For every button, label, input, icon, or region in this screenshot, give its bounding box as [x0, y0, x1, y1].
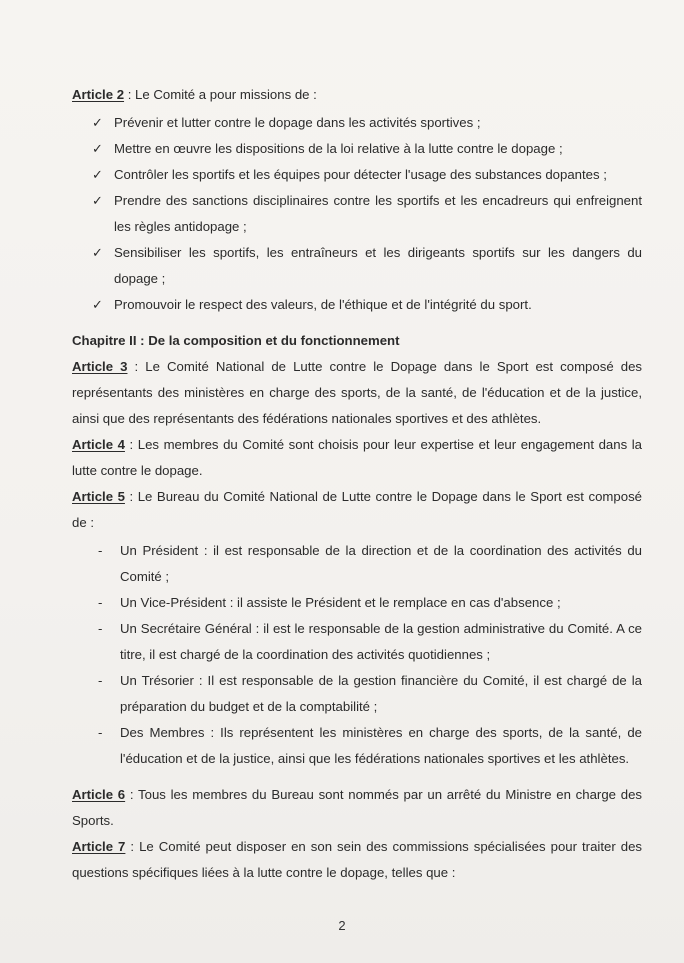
list-item-text: Un Président : il est responsable de la direction et de la coordination des activités du Comité ; — [120, 543, 642, 584]
article-4-label: Article 4 — [72, 437, 125, 452]
checkmark-icon: ✓ — [92, 193, 104, 208]
list-item — [98, 668, 642, 720]
article-5-label: Article 5 — [72, 489, 125, 504]
list-item-text: Sensibiliser les sportifs, les entraîneurs et les dirigeants sportifs sur les dangers du dopage ; — [114, 245, 642, 286]
checkmark-icon: ✓ — [92, 297, 104, 312]
article-6 — [72, 782, 642, 834]
dash-bullet: - — [98, 725, 103, 740]
list-item — [92, 162, 642, 188]
article-2-label: Article 2 — [72, 87, 125, 102]
dash-bullet: - — [98, 543, 103, 558]
list-item-text: Un Secrétaire Général : il est le responsable de la gestion administrative du Comité. A ce titre, il est chargé de la coordination des activités quotidiennes ; — [120, 621, 642, 662]
list-item — [92, 136, 642, 162]
list-item-text: Des Membres : Ils représentent les ministères en charge des sports, de la santé, de l'éducation et de la justice, ainsi que les fédérations nationales sportives et les athlètes. — [120, 725, 642, 766]
list-item-text: Un Vice-Président : il assiste le Président et le remplace en cas d'absence ; — [120, 595, 561, 610]
list-item-text: Prévenir et lutter contre le dopage dans les activités sportives ; — [114, 115, 481, 130]
list-item-text: Contrôler les sportifs et les équipes pour détecter l'usage des substances dopantes ; — [114, 167, 607, 182]
list-item — [92, 240, 642, 292]
list-item-text: Prendre des sanctions disciplinaires contre les sportifs et les encadreurs qui enfreignent les règles antidopage ; — [114, 193, 642, 234]
checkmark-icon: ✓ — [92, 245, 104, 260]
chapter-heading: Chapitre II : De la composition et du fonctionnement — [72, 333, 400, 348]
article-2-intro-text: : Le Comité a pour missions de : — [124, 87, 317, 102]
list-item — [98, 590, 642, 616]
article-5-bureau-list — [72, 538, 642, 772]
checkmark-icon: ✓ — [92, 115, 104, 130]
page-number: 2 — [338, 918, 346, 933]
list-item-text: Un Trésorier : Il est responsable de la gestion financière du Comité, il est chargé de la préparation du budget et de la comptabilité ; — [120, 673, 642, 714]
article-5-intro — [72, 484, 642, 536]
article-7 — [72, 834, 642, 886]
dash-bullet: - — [98, 621, 103, 636]
dash-bullet: - — [98, 673, 103, 688]
article-3 — [72, 354, 642, 432]
list-item-text: Promouvoir le respect des valeurs, de l'éthique et de l'intégrité du sport. — [114, 297, 532, 312]
article-7-text: : Le Comité peut disposer en son sein des commissions spécialisées pour traiter des questions spécifiques liées à la lutte contre le dopage, telles que : — [72, 839, 642, 880]
article-2-intro — [72, 82, 642, 108]
article-2-missions-list — [72, 110, 642, 318]
list-item — [92, 292, 642, 318]
list-item — [98, 616, 642, 668]
checkmark-icon: ✓ — [92, 167, 104, 182]
list-item-text: Mettre en œuvre les dispositions de la loi relative à la lutte contre le dopage ; — [114, 141, 563, 156]
article-6-label: Article 6 — [72, 787, 126, 802]
list-item — [92, 188, 642, 240]
article-3-label: Article 3 — [72, 359, 128, 374]
list-item — [98, 720, 642, 772]
document-body — [72, 82, 642, 886]
article-6-text: : Tous les membres du Bureau sont nommés par un arrêté du Ministre en charge des Sports. — [72, 787, 642, 828]
article-4-text: : Les membres du Comité sont choisis pour leur expertise et leur engagement dans la lutte contre le dopage. — [72, 437, 642, 478]
article-5-intro-text: : Le Bureau du Comité National de Lutte contre le Dopage dans le Sport est composé de : — [72, 489, 642, 530]
article-3-text: : Le Comité National de Lutte contre le Dopage dans le Sport est composé des représentants des ministères en charge des sports, de la santé, de l'éducation et de la justice, ainsi que des représentants des fédérations nationales sportives et des athlètes. — [72, 359, 642, 426]
dash-bullet: - — [98, 595, 103, 610]
checkmark-icon: ✓ — [92, 141, 104, 156]
article-4 — [72, 432, 642, 484]
list-item — [92, 110, 642, 136]
article-7-label: Article 7 — [72, 839, 126, 854]
list-item — [98, 538, 642, 590]
